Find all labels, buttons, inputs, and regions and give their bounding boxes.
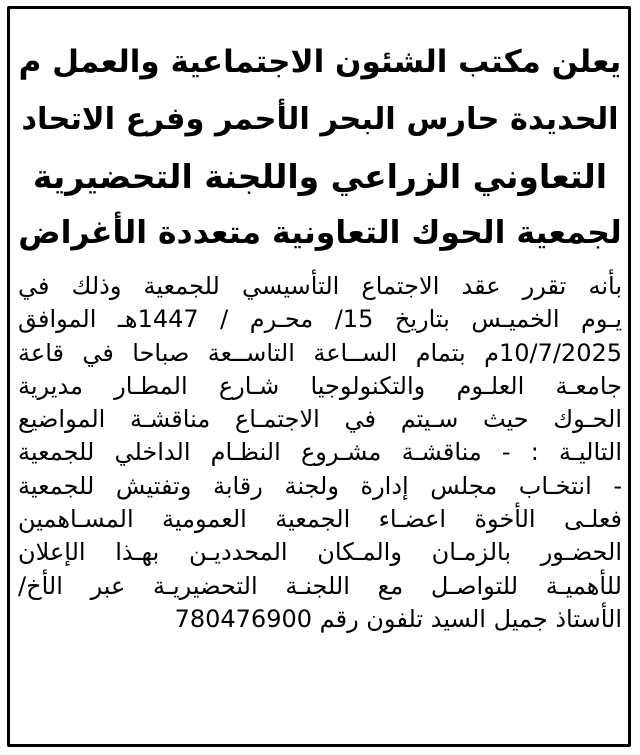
announcement-body	[18, 270, 622, 636]
contact-line: الأستاذ جميل السيد تلفون رقم 780476900	[174, 604, 622, 633]
announcement-content	[18, 34, 622, 636]
body-line: - انتخـاب مجلس إدارة ولجنة رقابة وتفتيش للجمعية	[18, 471, 622, 500]
body-line: للأهميـة للتواصـل مع اللجنـة التحضيريـة عبر الأخ/	[18, 571, 622, 600]
body-line: الحـوك حيث سـيتم في الاجتمـاع مناقشـة المواضيع	[18, 405, 622, 434]
headline-line: لجمعية الحوك التعاونية متعددة الأغراض	[18, 215, 622, 251]
body-line: 10/7/2025م بتمام الســاعة التاســعة صباحا في قاعة	[18, 338, 622, 367]
headline-line: الحديدة حارس البحر الأحمر وفرع الاتحاد	[21, 102, 619, 137]
announcement-headline	[18, 34, 622, 262]
body-line: فعلـى الأخوة اعضـاء الجمعية العمومية المسـاهمين	[18, 505, 622, 534]
headline-line: التعاوني الزراعي واللجنة التحضيرية	[32, 157, 608, 196]
body-line: بأنه تقرر عقد الاجتماع التأسيسي للجمعية وذلك في	[18, 272, 622, 300]
body-line: التاليـة : - مناقشـة مشـروع النظـام الداخلي للجمعية	[18, 438, 622, 467]
headline-line: يعلن مكتب الشئون الاجتماعية والعمل م	[18, 44, 622, 80]
body-line: جامعـة العلـوم والتكنولوجيا شـارع المطـار مديرية	[18, 371, 622, 400]
body-line: يـوم الخميـس بتاريخ 15/ محـرم / 1447هـ الموافق	[18, 305, 622, 334]
body-line: الحضـور بالزمـان والمـكان المحدديـن بهـذا الإعلان	[18, 538, 622, 567]
